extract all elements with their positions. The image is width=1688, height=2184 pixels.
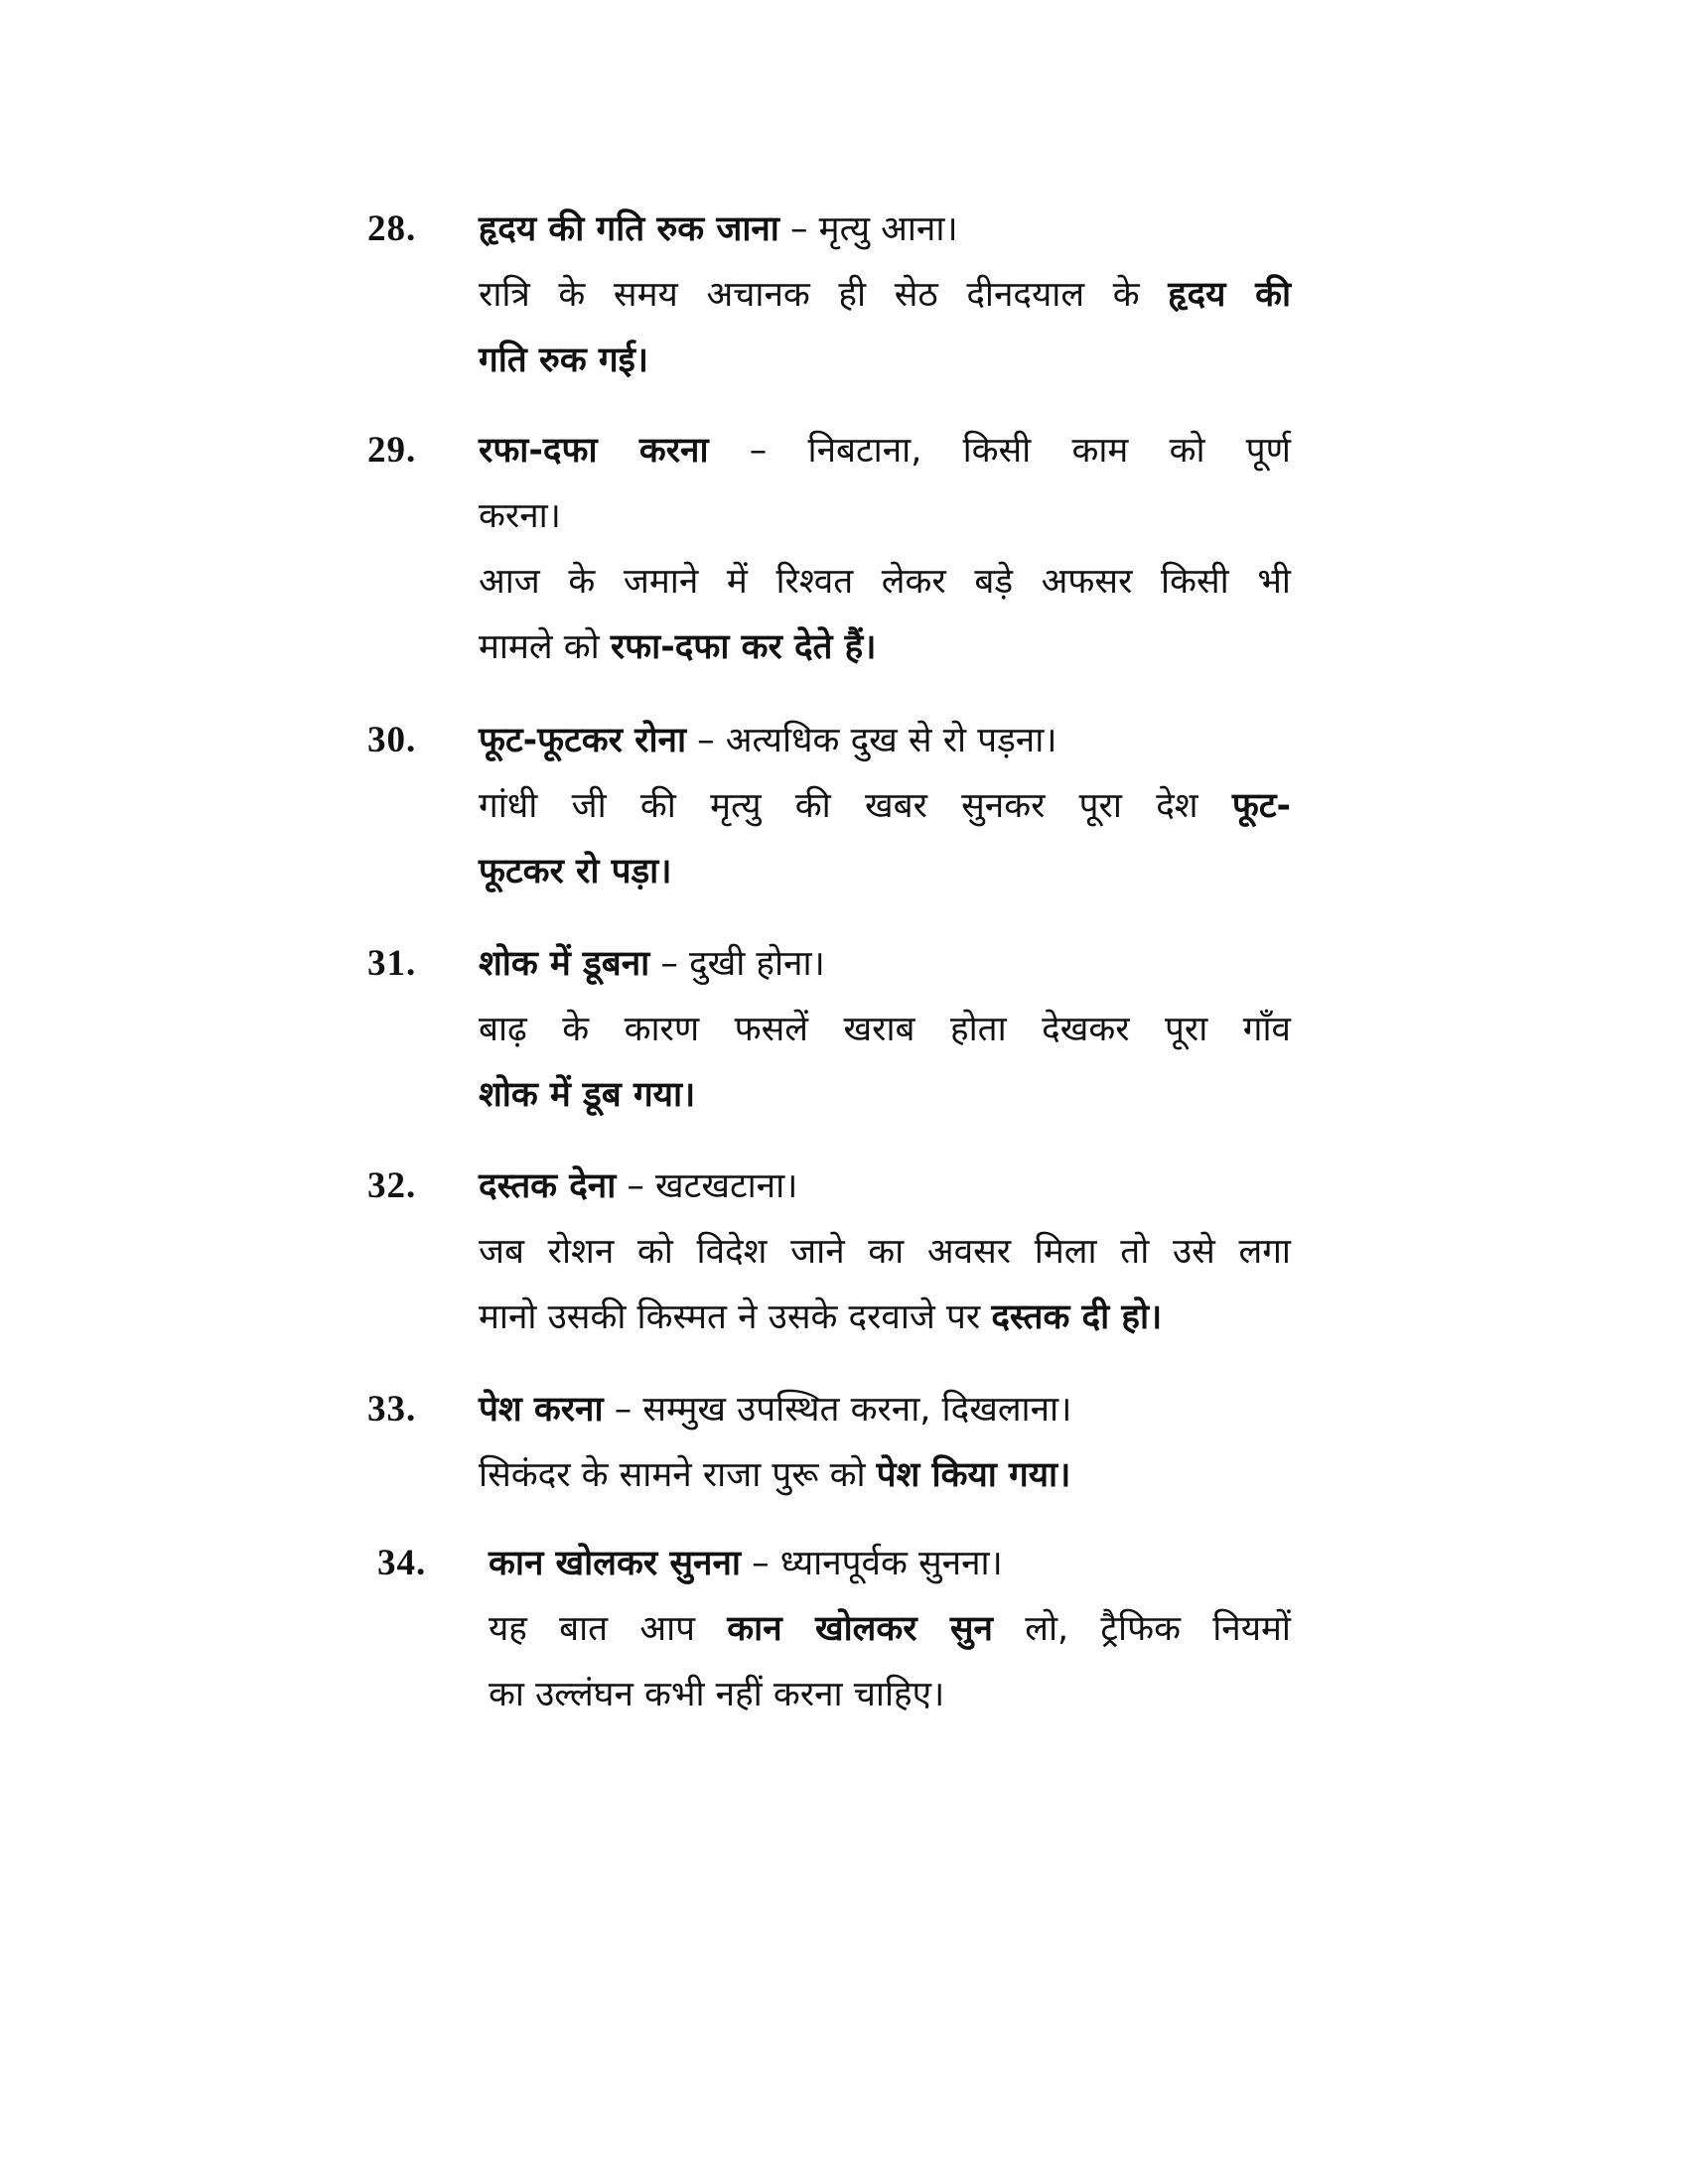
example-highlight: शोक में डूब गया।	[479, 1075, 696, 1115]
entry-body	[479, 931, 1291, 1128]
example-highlight: हृदय की	[1168, 275, 1292, 315]
example-line: जब रोशन को विदेश जाने का अवसर मिला तो उसे लगा	[479, 1232, 1291, 1272]
entry-number: 32.	[367, 1165, 417, 1206]
idiom-meaning: – मृत्यु आना।	[778, 209, 958, 249]
entry-number: 33.	[367, 1389, 417, 1430]
example-text: सिकंदर के सामने राजा पुरू को	[479, 1455, 877, 1495]
idiom-term: रफा-दफा करना	[479, 431, 709, 471]
idiom-meaning: – खटखटाना।	[616, 1166, 798, 1206]
idiom-meaning-cont: करना।	[479, 496, 561, 536]
example-text: गांधी जी की मृत्यु की खबर सुनकर पूरा देश	[479, 786, 1232, 826]
idiom-line	[479, 931, 1291, 997]
example-line	[489, 1596, 1291, 1662]
entry-number: 28.	[367, 208, 417, 249]
idiom-meaning: – अत्यधिक दुख से रो पड़ना।	[686, 721, 1057, 760]
example-text: रात्रि के समय अचानक ही सेठ दीनदयाल के	[479, 275, 1169, 315]
example-line	[479, 328, 1291, 393]
idiom-term: शोक में डूबना	[479, 944, 650, 984]
idiom-term: फूट-फूटकर रोना	[479, 721, 687, 760]
idiom-meaning: – दुखी होना।	[649, 944, 825, 984]
example-highlight: पेश किया गया।	[876, 1455, 1071, 1495]
idiom-term: कान खोलकर सुनना	[489, 1544, 741, 1583]
example-line	[479, 1442, 1291, 1508]
idiom-line	[479, 1154, 1291, 1219]
example-highlight: फूटकर रो पड़ा।	[479, 852, 672, 891]
idiom-term: पेश करना	[479, 1390, 604, 1430]
entry-number: 31.	[367, 943, 417, 984]
idiom-line	[479, 708, 1291, 773]
example-highlight: गति रुक गई।	[479, 341, 649, 380]
example-line	[479, 773, 1291, 839]
example-line	[479, 262, 1291, 328]
example-line	[479, 839, 1291, 904]
entry-body	[479, 197, 1291, 393]
example-line: आज के जमाने में रिश्वत लेकर बड़े अफसर किसी भी	[479, 562, 1291, 602]
example-text: मामले को	[479, 627, 611, 667]
idiom-meaning: – सम्मुख उपस्थित करना, दिखलाना।	[603, 1390, 1072, 1430]
example-highlight: फूट-	[1231, 786, 1291, 826]
example-highlight: दस्तक दी हो।	[991, 1297, 1163, 1337]
entry-number: 30.	[367, 720, 417, 760]
entry-body	[489, 1531, 1291, 1727]
example-highlight: रफा-दफा कर देते हैं।	[610, 627, 877, 667]
example-text: लो, ट्रैफिक नियमों	[992, 1609, 1292, 1649]
example-line	[479, 614, 1291, 680]
idiom-line	[479, 418, 1291, 483]
entry-body	[479, 418, 1291, 680]
entry-number: 29.	[367, 430, 417, 471]
example-line: का उल्लंघन कभी नहीं करना चाहिए।	[489, 1675, 945, 1714]
example-text: मानो उसकी किस्मत ने उसके दरवाजे पर	[479, 1297, 992, 1337]
idiom-term: हृदय की गति रुक जाना	[479, 209, 779, 249]
idiom-line	[489, 1531, 1291, 1596]
idiom-meaning: – ध्यानपूर्वक सुनना।	[740, 1544, 1003, 1583]
example-highlight: कान खोलकर सुन	[727, 1609, 993, 1649]
idiom-line	[479, 1377, 1291, 1442]
example-line	[479, 1062, 1291, 1128]
entry-body	[479, 1377, 1291, 1508]
example-line: बाढ़ के कारण फसलें खराब होता देखकर पूरा गाँव	[479, 1010, 1291, 1049]
example-line	[479, 1285, 1291, 1350]
idiom-meaning: – निबटाना, किसी काम को पूर्ण	[708, 431, 1291, 471]
entry-body	[479, 708, 1291, 904]
idiom-line	[479, 197, 1291, 262]
example-text: यह बात आप	[489, 1609, 728, 1649]
entry-body	[479, 1154, 1291, 1350]
idiom-term: दस्तक देना	[479, 1166, 617, 1206]
entry-number: 34.	[377, 1543, 427, 1583]
